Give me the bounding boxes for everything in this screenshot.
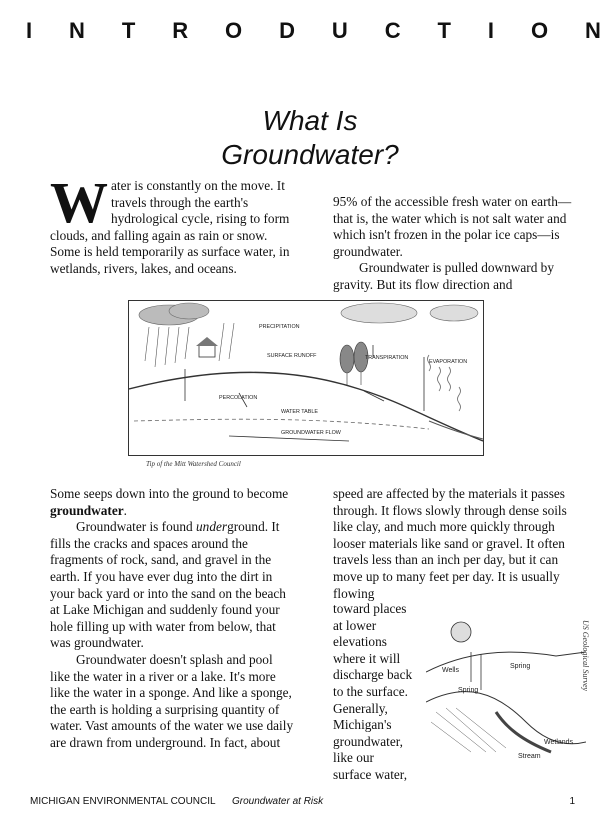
section-title-letter: T: [121, 18, 136, 43]
footer-organization: MICHIGAN ENVIRONMENTAL COUNCIL: [30, 796, 216, 807]
article-title: [180, 104, 440, 172]
cloud-right: [341, 303, 478, 323]
section-title-letter: O: [530, 18, 549, 43]
column-top-left: [50, 170, 290, 278]
section-title-letter: N: [585, 18, 601, 43]
label-wetlands: Wetlands: [544, 739, 574, 746]
section-title-letter: I: [26, 18, 33, 43]
label-surface-runoff: SURFACE RUNOFF: [267, 353, 317, 359]
narrow-line: like our: [333, 750, 374, 766]
page-footer: [30, 796, 575, 807]
narrow-line: surface water,: [333, 766, 408, 782]
water-table-line: [134, 419, 429, 429]
paragraph-gravity: Groundwater is pulled downward by gravity. But its flow direction and: [333, 260, 554, 292]
page-number: 1: [569, 796, 575, 807]
label-spring-mid: Spring: [458, 687, 479, 694]
figure-credit: Tip of the Mitt Watershed Council: [146, 460, 241, 468]
section-title-letter: C: [384, 18, 401, 43]
paragraph-underground: Groundwater is found underground. It fills the cracks and spaces around the fragments of rock, sand, and gravel in the earth. If you have ever dug into the dirt in your back yard or into the sand on the beach at Lake Michigan and suddenly found your hole filling up with water from below, that was groundwater.: [50, 519, 286, 651]
rain-left: [145, 323, 234, 367]
label-water-table: WATER TABLE: [281, 409, 318, 415]
section-title-letter: T: [437, 18, 451, 43]
label-evaporation: EVAPORATION: [429, 359, 468, 365]
paragraph-sponge: Groundwater doesn't splash and pool like the water in a river or a lake. It's more like the water in a sponge. And like a sponge, the earth is holding a surprising quantity of water. Vast amounts of the water we use daily are drawn from underground. In fact, about: [50, 651, 294, 750]
paragraph-intro: ater is constantly on the move. It travels through the earth's hydrological cycle, rising to form clouds, and falling again as rain or snow. Some is held temporarily as surface water, in wetlands, rivers, lakes, and oceans.: [50, 178, 290, 276]
paragraph-speed: speed are affected by the materials it passes through. It flows slowly through dense soils like clay, and much more quickly through looser materials like sand or gravel. It often travels less than an inch per day, but it can move up to many feet per day. It is usually flowing: [333, 486, 567, 601]
section-title-letter: O: [225, 18, 243, 43]
narrow-line: groundwater,: [333, 733, 403, 749]
section-title-letter: I: [487, 18, 495, 43]
label-precipitation: PRECIPITATION: [259, 324, 300, 330]
footer-publication: Groundwater at Risk: [231, 796, 324, 807]
column-narrow-right: [333, 601, 425, 784]
column-top-right: [333, 194, 573, 294]
section-title-letter: N: [69, 18, 85, 43]
label-percolation: PERCOLATION: [219, 395, 258, 401]
section-title-letter: U: [331, 18, 348, 43]
paragraph-seeps: Some seeps down into the ground to become groundwater.: [50, 486, 289, 518]
house-icon: [196, 337, 218, 357]
title-line-2: Groundwater?: [221, 139, 399, 170]
narrow-line: discharge back: [333, 667, 413, 683]
narrow-line: Michigan's: [333, 717, 392, 733]
column-bottom-right: [333, 486, 578, 602]
label-spring-top: Spring: [510, 663, 531, 670]
narrow-line: where it will: [333, 650, 401, 666]
narrow-line: elevations: [333, 634, 387, 650]
narrow-line: toward places: [333, 601, 407, 616]
paragraph-percent: 95% of the accessible fresh water on earth—that is, the water which is not salt water and which isn't frozen in the polar ice caps—is groundwater.: [333, 194, 572, 259]
drop-cap: W: [50, 170, 108, 235]
narrow-line: Generally,: [333, 700, 388, 716]
label-stream: Stream: [518, 753, 541, 760]
narrow-line: at lower: [333, 617, 377, 633]
trees: [340, 342, 368, 385]
section-title-letter: D: [279, 18, 295, 43]
section-title: [26, 18, 601, 44]
cloud-left: [139, 303, 209, 325]
section-title-letter: R: [172, 18, 189, 43]
small-figure-credit: US Geological Survey: [581, 620, 590, 692]
narrow-line: to the surface.: [333, 683, 408, 699]
hydrologic-cycle-diagram: [128, 300, 484, 456]
stream-wells-diagram: [426, 612, 586, 762]
label-transpiration: TRANSPIRATION: [365, 355, 409, 361]
title-line-1: What Is: [262, 105, 358, 136]
label-groundwater-flow: GROUNDWATER FLOW: [281, 430, 341, 436]
column-bottom-left: [50, 486, 295, 752]
label-wells: Wells: [442, 667, 459, 674]
